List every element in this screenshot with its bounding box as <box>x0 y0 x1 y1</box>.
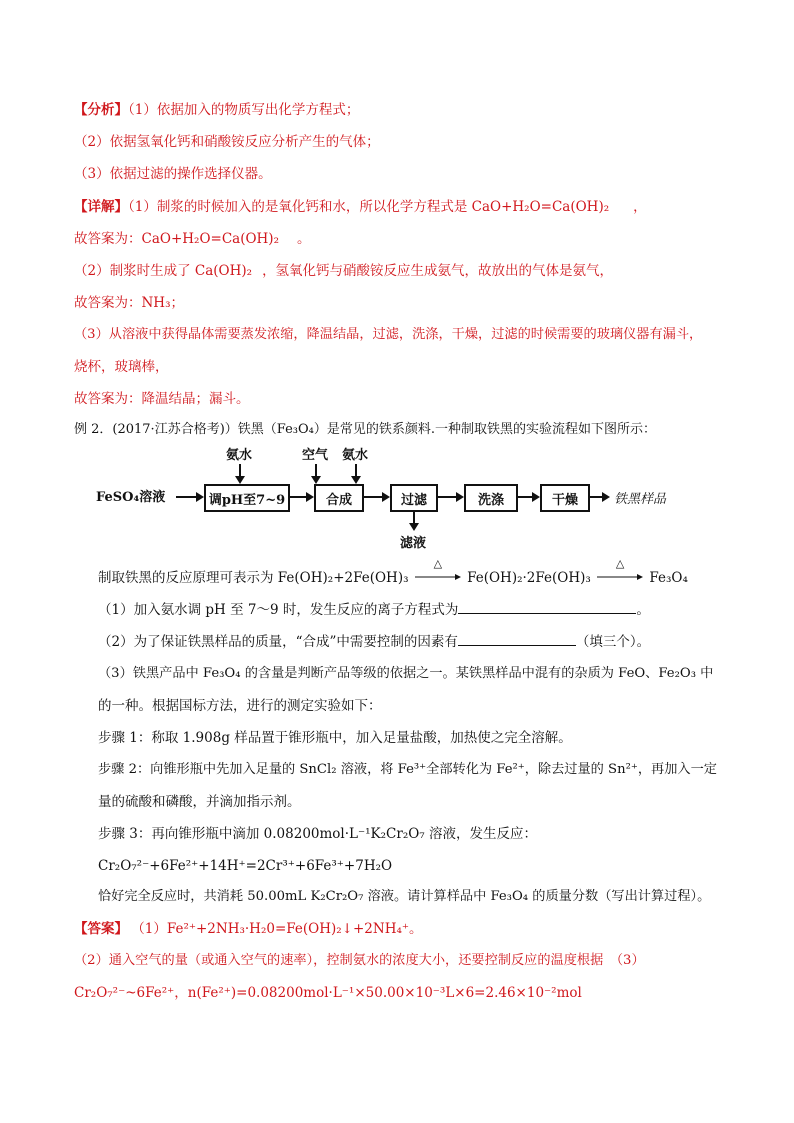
answer-blank-2[interactable] <box>458 633 576 646</box>
delta-sign-2: △ <box>615 557 625 570</box>
flow-reagent-air: 空气 <box>302 448 329 463</box>
analysis-text-1: （1）依据加入的物质写出化学方程式； <box>128 102 360 118</box>
question-3-end: 恰好完全反应时，共消耗 50.00mL K₂Cr₂O₇ 溶液。请计算样品中 Fe₃O₄ 的质量分数（写出计算过程）。 <box>98 889 711 904</box>
flow-reagent-ammonia-2: 氨水 <box>342 448 369 463</box>
detail-text-3-end: ，氢氧化钙与硝酸铵反应生成氨气，故放出的气体是氨气， <box>262 263 614 279</box>
step-2-line-2: 量的硫酸和磷酸，并滴加指示剂。 <box>98 794 301 810</box>
answer-text-1: （1）Fe²⁺+2NH₃·H₂0=Fe(OH)₂↓+2NH₄⁺。 <box>138 921 423 937</box>
flow-box-filter: 过滤 <box>390 484 438 512</box>
flow-reagent-ammonia-1: 氨水 <box>226 448 253 463</box>
answer-line-1 <box>74 919 754 939</box>
analysis-line-2: （2）依据氢氧化钙和硝酸铵反应分析产生的气体； <box>74 134 380 150</box>
detail-line-3 <box>74 261 754 281</box>
process-flow-diagram <box>96 444 716 552</box>
analysis-tag: 【分析】 <box>74 102 128 118</box>
flow-filtrate-label: 滤液 <box>400 536 427 551</box>
heat-arrow-1 <box>415 557 461 588</box>
question-1 <box>98 600 754 620</box>
answer-line-3: Cr₂O₇²⁻~6Fe²⁺，n(Fe²⁺)=0.08200mol·L⁻¹×50.00×10⁻³L×6=2.46×10⁻²mol <box>74 985 582 1001</box>
detail-text-1-end: ， <box>633 199 647 215</box>
flow-start-label: FeSO₄溶液 <box>96 490 166 505</box>
principle-product: Fe₃O₄ <box>649 570 688 586</box>
flow-box-synthesis: 合成 <box>314 484 364 512</box>
answer-line-2: （2）通入空气的量（或通入空气的速率），控制氨水的浓度大小，还要控制反应的温度根据 （3） <box>74 953 645 968</box>
answer-blank-1[interactable] <box>458 601 636 614</box>
detail-line-7: 故答案为：降温结晶；漏斗。 <box>74 391 250 407</box>
delta-sign-1: △ <box>433 557 443 570</box>
question-2-text: （2）为了保证铁黑样品的质量，“合成”中需要控制的因素有 <box>98 634 458 650</box>
detail-line-5: （3）从溶液中获得晶体需要蒸发浓缩，降温结晶，过滤，洗涤，干燥，过滤的时候需要的玻璃仪器有漏斗， <box>74 327 703 342</box>
step-1: 步骤 1：称取 1.908g 样品置于锥形瓶中，加入足量盐酸，加热使之完全溶解。 <box>98 730 572 746</box>
detail-text-2: 故答案为： <box>74 231 142 247</box>
question-1-end: 。 <box>636 602 650 618</box>
detail-line-2 <box>74 229 754 249</box>
detail-text-2-end: 。 <box>297 231 311 247</box>
principle-reactants: 制取铁黑的反应原理可表示为 Fe(OH)₂+2Fe(OH)₃ <box>98 570 409 586</box>
detail-eq-3: Ca(OH)₂ <box>194 263 253 279</box>
step-2-line-1: 步骤 2：向锥形瓶中先加入足量的 SnCl₂ 溶液，将 Fe³⁺全部转化为 Fe²⁺，除去过量的 Sn²⁺，再加入一定 <box>98 762 717 777</box>
flow-box-dry: 干燥 <box>540 484 590 512</box>
step-3: 步骤 3：再向锥形瓶中滴加 0.08200mol·L⁻¹K₂Cr₂O₇ 溶液，发生反应： <box>98 826 537 842</box>
flow-box-adjust-ph: 调pH至7~9 <box>204 484 290 512</box>
question-1-text: （1）加入氨水调 pH 至 7～9 时，发生反应的离子方程式为 <box>98 602 459 618</box>
detail-line-1 <box>74 197 754 217</box>
question-2 <box>98 632 754 652</box>
detail-eq-1: CaO+H₂O=Ca(OH)₂ <box>471 199 610 215</box>
principle-intermediate: Fe(OH)₂·2Fe(OH)₃ <box>467 570 591 586</box>
question-2-end: （填三个）。 <box>575 634 651 650</box>
detail-text-1: （1）制浆的时候加入的是氧化钙和水，所以化学方程式是 <box>128 199 472 215</box>
analysis-line-3: （3）依据过滤的操作选择仪器。 <box>74 166 272 182</box>
answer-tag: 【答案】 <box>74 921 128 937</box>
reaction-equation: Cr₂O₇²⁻+6Fe²⁺+14H⁺=2Cr³⁺+6Fe³⁺+7H₂O <box>98 858 393 874</box>
question-3-line-2: 的一种。根据国标方法，进行的测定实验如下： <box>98 698 382 714</box>
analysis-line-1 <box>74 100 754 120</box>
question-3-line-1: （3）铁黑产品中 Fe₃O₄ 的含量是判断产品等级的依据之一。某铁黑样品中混有的杂质为 FeO、Fe₂O₃ 中 <box>98 666 714 681</box>
example-title: 例 2．(2017·江苏合格考)）铁黑（Fe₃O₄）是常见的铁系颜料.一种制取铁黑的实验流程如下图所示： <box>74 422 656 437</box>
principle-line <box>98 557 754 588</box>
detail-eq-2: CaO+H₂O=Ca(OH)₂ <box>141 231 279 247</box>
heat-arrow-2 <box>597 557 643 588</box>
detail-line-4: 故答案为：NH₃； <box>74 295 184 311</box>
flow-box-wash: 洗涤 <box>464 484 518 512</box>
detail-tag: 【详解】 <box>74 199 128 215</box>
flow-product-label: 铁黑样品 <box>614 492 667 507</box>
detail-line-6: 烧杯，玻璃棒， <box>74 359 169 375</box>
detail-text-3: （2）制浆时生成了 <box>74 263 195 279</box>
